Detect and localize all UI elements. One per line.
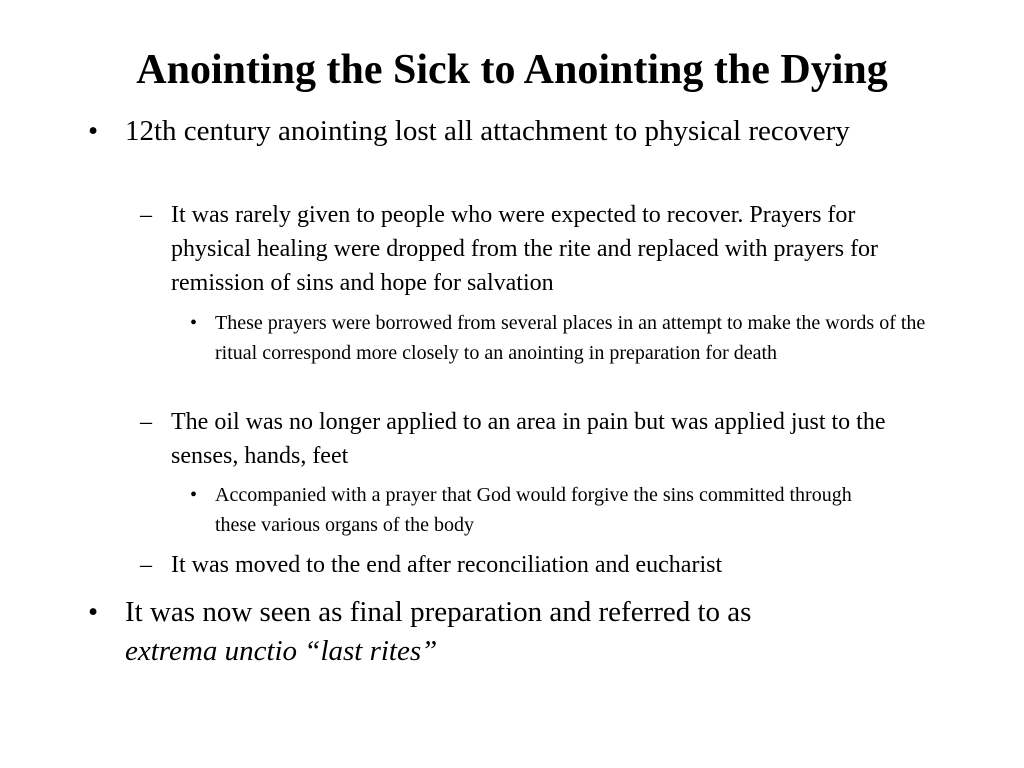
dash-marker: – [140, 409, 152, 435]
sub-sub-item-2: Accompanied with a prayer that God would forgive the sins committed through these various organs of the body [215, 484, 852, 536]
bullet-item-2-text: It was now seen as final preparation and referred to as [125, 596, 752, 628]
sub-item-2: The oil was no longer applied to an area in pain but was applied just to the senses, hands, feet [171, 409, 886, 469]
sub-item-1: It was rarely given to people who were expected to recover. Prayers for physical healing were dropped from the rite and replaced with prayers for remission of sins and hope for salvation [171, 202, 879, 296]
bullet-marker: • [88, 596, 99, 628]
bullet-marker: • [190, 312, 198, 334]
slide-title: Anointing the Sick to Anointing the Dying [136, 47, 888, 93]
bullet-item-1: 12th century anointing lost all attachment to physical recovery [125, 115, 850, 147]
sub-sub-item-1: These prayers were borrowed from several places in an attempt to make the words of the ritual correspond more closely to an anointing in preparation for death [215, 312, 926, 364]
bullet-item-2 [125, 593, 905, 671]
bullet-marker: • [88, 115, 99, 147]
sub-item-3: It was moved to the end after reconciliation and eucharist [171, 552, 723, 578]
bullet-item-2-italic: extrema unctio “last rites” [125, 635, 438, 667]
dash-marker: – [140, 202, 152, 228]
dash-marker: – [140, 552, 152, 578]
bullet-marker: • [190, 484, 198, 506]
